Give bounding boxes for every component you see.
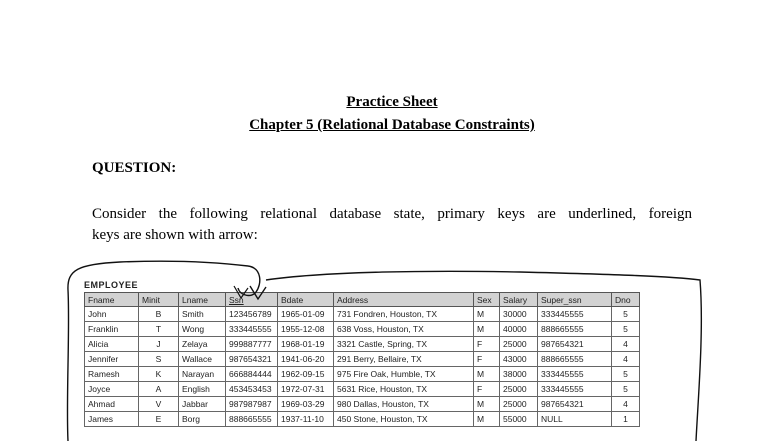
cell-lname: Wong [179, 322, 226, 337]
cell-super-ssn: 333445555 [538, 307, 612, 322]
table-row [85, 322, 640, 337]
cell-lname: Jabbar [179, 397, 226, 412]
column-header-super-ssn: Super_ssn [538, 293, 612, 307]
column-header-bdate: Bdate [278, 293, 334, 307]
table-row [85, 307, 640, 322]
cell-sex: F [474, 337, 500, 352]
cell-super-ssn: 888665555 [538, 352, 612, 367]
cell-ssn: 987654321 [226, 352, 278, 367]
question-label: QUESTION: [92, 160, 177, 176]
cell-salary: 55000 [500, 412, 538, 427]
cell-minit: V [139, 397, 179, 412]
cell-sex: F [474, 382, 500, 397]
cell-bdate: 1955-12-08 [278, 322, 334, 337]
cell-minit: E [139, 412, 179, 427]
cell-bdate: 1972-07-31 [278, 382, 334, 397]
cell-fname: Franklin [85, 322, 139, 337]
cell-fname: Ramesh [85, 367, 139, 382]
cell-dno: 4 [612, 337, 640, 352]
table-body [85, 307, 640, 427]
cell-salary: 30000 [500, 307, 538, 322]
cell-fname: John [85, 307, 139, 322]
cell-address: 731 Fondren, Houston, TX [334, 307, 474, 322]
cell-fname: Ahmad [85, 397, 139, 412]
cell-fname: James [85, 412, 139, 427]
cell-dno: 5 [612, 322, 640, 337]
paragraph-line-2: keys are shown with arrow: [92, 227, 258, 243]
cell-lname: Narayan [179, 367, 226, 382]
cell-address: 638 Voss, Houston, TX [334, 322, 474, 337]
cell-salary: 25000 [500, 337, 538, 352]
cell-bdate: 1962-09-15 [278, 367, 334, 382]
cell-lname: Zelaya [179, 337, 226, 352]
cell-bdate: 1968-01-19 [278, 337, 334, 352]
cell-salary: 25000 [500, 397, 538, 412]
cell-address: 5631 Rice, Houston, TX [334, 382, 474, 397]
cell-dno: 5 [612, 367, 640, 382]
column-header-address: Address [334, 293, 474, 307]
table-header-row [85, 293, 640, 307]
cell-sex: M [474, 412, 500, 427]
cell-dno: 1 [612, 412, 640, 427]
cell-ssn: 987987987 [226, 397, 278, 412]
cell-super-ssn: 987654321 [538, 397, 612, 412]
cell-super-ssn: 987654321 [538, 337, 612, 352]
cell-ssn: 666884444 [226, 367, 278, 382]
column-header-dno: Dno [612, 293, 640, 307]
cell-minit: B [139, 307, 179, 322]
cell-fname: Jennifer [85, 352, 139, 367]
cell-minit: J [139, 337, 179, 352]
cell-fname: Joyce [85, 382, 139, 397]
cell-sex: M [474, 307, 500, 322]
cell-super-ssn: 333445555 [538, 382, 612, 397]
cell-ssn: 888665555 [226, 412, 278, 427]
cell-bdate: 1969-03-29 [278, 397, 334, 412]
cell-sex: M [474, 397, 500, 412]
cell-minit: T [139, 322, 179, 337]
cell-dno: 4 [612, 352, 640, 367]
cell-lname: Wallace [179, 352, 226, 367]
cell-ssn: 123456789 [226, 307, 278, 322]
cell-address: 975 Fire Oak, Humble, TX [334, 367, 474, 382]
cell-address: 291 Berry, Bellaire, TX [334, 352, 474, 367]
paragraph-line-1: Consider the following relational database state, primary keys are underlined, foreign [92, 206, 692, 222]
cell-super-ssn: 888665555 [538, 322, 612, 337]
cell-minit: S [139, 352, 179, 367]
cell-dno: 5 [612, 382, 640, 397]
table-row [85, 397, 640, 412]
table-row [85, 382, 640, 397]
table-row [85, 337, 640, 352]
cell-sex: M [474, 367, 500, 382]
cell-fname: Alicia [85, 337, 139, 352]
sheet-title: Practice Sheet [346, 94, 438, 110]
cell-salary: 40000 [500, 322, 538, 337]
cell-bdate: 1941-06-20 [278, 352, 334, 367]
cell-sex: M [474, 322, 500, 337]
cell-salary: 38000 [500, 367, 538, 382]
cell-address: 3321 Castle, Spring, TX [334, 337, 474, 352]
column-header-lname: Lname [179, 293, 226, 307]
cell-lname: Smith [179, 307, 226, 322]
cell-dno: 4 [612, 397, 640, 412]
table-row [85, 352, 640, 367]
table-caption: EMPLOYEE [84, 280, 139, 290]
column-header-fname: Fname [85, 293, 139, 307]
cell-ssn: 453453453 [226, 382, 278, 397]
employee-table-container [84, 279, 640, 427]
cell-bdate: 1965-01-09 [278, 307, 334, 322]
cell-sex: F [474, 352, 500, 367]
cell-super-ssn: 333445555 [538, 367, 612, 382]
cell-super-ssn: NULL [538, 412, 612, 427]
cell-minit: K [139, 367, 179, 382]
cell-address: 980 Dallas, Houston, TX [334, 397, 474, 412]
question-paragraph [92, 204, 692, 246]
column-header-sex: Sex [474, 293, 500, 307]
cell-lname: Borg [179, 412, 226, 427]
cell-salary: 43000 [500, 352, 538, 367]
cell-minit: A [139, 382, 179, 397]
cell-ssn: 333445555 [226, 322, 278, 337]
cell-ssn: 999887777 [226, 337, 278, 352]
cell-bdate: 1937-11-10 [278, 412, 334, 427]
column-header-ssn: Ssn [226, 293, 278, 307]
column-header-salary: Salary [500, 293, 538, 307]
employee-table [84, 292, 640, 427]
cell-dno: 5 [612, 307, 640, 322]
column-header-minit: Minit [139, 293, 179, 307]
table-row [85, 367, 640, 382]
cell-salary: 25000 [500, 382, 538, 397]
table-row [85, 412, 640, 427]
cell-address: 450 Stone, Houston, TX [334, 412, 474, 427]
chapter-subtitle: Chapter 5 (Relational Database Constraints) [249, 117, 535, 133]
cell-lname: English [179, 382, 226, 397]
